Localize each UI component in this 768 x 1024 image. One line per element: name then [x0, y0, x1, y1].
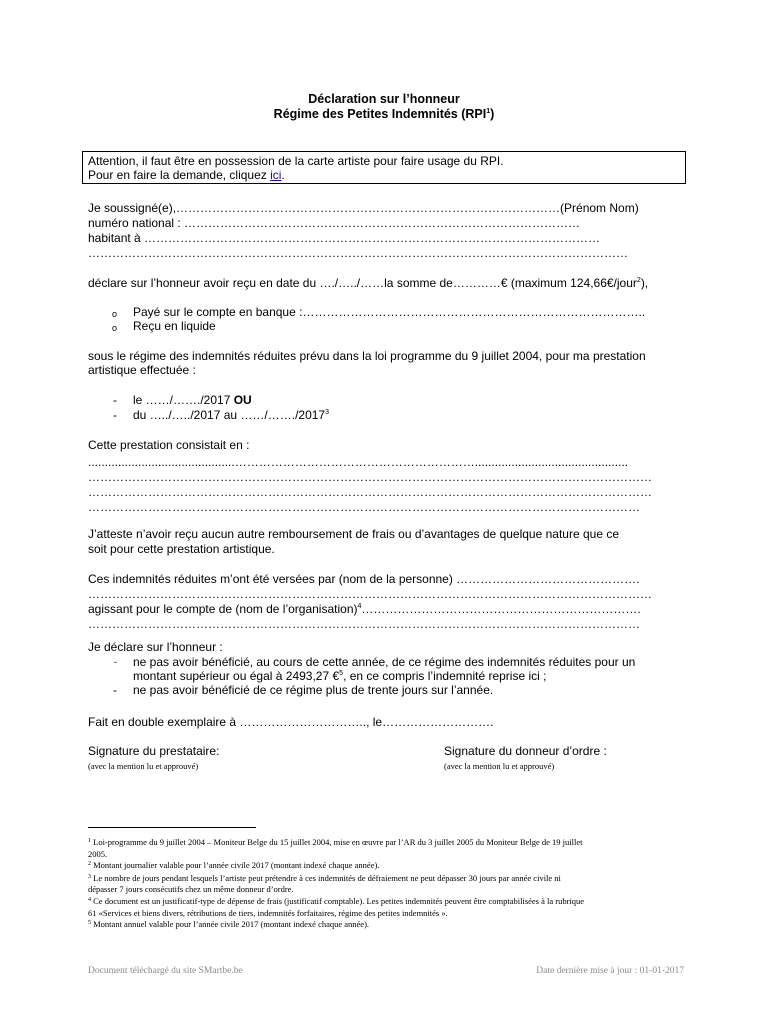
agissant-line: agissant pour le compte de (nom de l’organisation)$^4$……………………………………………………………. [88, 602, 641, 616]
footer-date: Date dernière mise à jour : 01-01-2017 [536, 966, 684, 976]
prestation-dots-3: …………………………………………………………………………………………………………………………… [88, 485, 652, 499]
regime-line-1: sous le régime des indemnités réduites prévu dans la loi programme du 9 juillet 2004, pour ma prestation [88, 349, 646, 363]
prestation-label: Cette prestation consistait en : [88, 438, 250, 452]
signature-donneur-note: (avec la mention lu et approuvé) [444, 761, 555, 771]
footnote-2: $^2$ Montant journalier valable pour l’année civile 2017 (montant indexé chaque année). [88, 860, 380, 870]
soussigne-line: Je soussigné(e),……………………………………………………………………………………(Prénom Nom) [88, 201, 639, 215]
payment-option-cash: Reçu en liquide [133, 319, 216, 333]
notice-line-2: Pour en faire la demande, cliquez ici. [88, 168, 285, 182]
atteste-line-1: J’atteste n’avoir reçu aucun autre remboursement de frais ou d’avantages de quelque nature que ce [88, 527, 619, 541]
versees-dots: …………………………………………………………………………………………………………………………… [88, 587, 652, 601]
date-dash-2: - [113, 408, 117, 422]
footnote-3-line-1: $^3$ Le nombre de jours pendant lesquels l’artiste peut prétendre à ces indemnités de défraiement ne peut dépasser 30 jours par année civile ni [88, 873, 561, 883]
prestation-dots-1: ............................................…………………………………………………….............................................. [88, 455, 629, 469]
prestation-dots-4: ………………………………………………………………………………………………………………………… [88, 500, 640, 514]
declaration-item-1-line-1: ne pas avoir bénéficié, au cours de cette année, de ce régime des indemnités réduites pour un [133, 655, 636, 669]
document-title: Déclaration sur l’honneur [308, 92, 460, 106]
regime-line-2: artistique effectuée : [88, 363, 196, 377]
address-dots-line: ……………………………………………………………………………………………………………………… [88, 246, 628, 260]
notice-box [82, 151, 686, 184]
declaration-item-1-line-2: montant supérieur ou égal à 2493,27 €$^5$, en ce compris l’indemnité reprise ici ; [133, 669, 547, 683]
signature-prestataire-note: (avec la mention lu et approuvé) [88, 761, 199, 771]
signature-prestataire-label: Signature du prestataire: [88, 744, 220, 758]
prestation-dots-2: …………………………………………………………………………………………………………………………… [88, 470, 652, 484]
declaration-label: Je déclare sur l’honneur : [88, 640, 223, 654]
footnote-1-line-2: 2005. [88, 849, 108, 859]
date-single-line: le ……/……./2017 OU [133, 393, 252, 407]
payment-option-bank: Payé sur le compte en banque :………………………………………………………………………….. [133, 305, 646, 319]
versees-line: Ces indemnités réduites m’ont été versées par (nom de la personne) ………………………………………. [88, 572, 640, 586]
numero-national-line: numéro national : ……………………………………………………………………………………… [88, 216, 581, 230]
footnote-separator [88, 827, 256, 828]
footnote-4-line-2: 61 «Services et biens divers, rétributions de tiers, indemnités forfaitaires, régime des petites indemnités ». [88, 908, 448, 918]
request-card-link[interactable]: ici [270, 168, 282, 182]
footnote-4-line-1: $^4$ Ce document est un justificatif-type de dépense de frais (justificatif comptable). Les petites indemnités peuvent être comptabilisées à la rubrique [88, 896, 585, 906]
footnote-ref-1: 1 [486, 108, 491, 115]
fait-line: Fait en double exemplaire à ………………………….., le………………………. [88, 715, 494, 729]
footnote-1-line-1: $^1$ Loi-programme du 9 juillet 2004 – Moniteur Belge du 15 juillet 2004, mise en œuvre par l’AR du 3 juillet 2005 du Moniteur Belge de 19 juillet [88, 837, 583, 847]
declaration-dash-1: - [114, 657, 117, 667]
declaration-dash-2: - [113, 683, 117, 697]
agissant-dots: ………………………………………………………………………………………………………………………… [88, 617, 640, 631]
payment-bullet-2: o [112, 323, 118, 333]
footer-source: Document téléchargé du site SMartbe.be [88, 966, 243, 976]
date-dash-1: - [113, 393, 117, 407]
notice-line-1: Attention, il faut être en possession de la carte artiste pour faire usage du RPI. [88, 154, 504, 168]
declare-line: déclare sur l’honneur avoir reçu en date du …./…../……la somme de…………€ (maximum 124,66€/jour$^2$), [88, 276, 649, 290]
document-subtitle: Régime des Petites Indemnités (RPI$^1$) [273, 107, 495, 121]
signature-donneur-label: Signature du donneur d’ordre : [444, 744, 607, 758]
date-range-line: du …../…../2017 au ……/……./2017$^3$ [133, 408, 329, 422]
footnote-3-line-2: dépasser 7 jours consécutifs chez un même donneur d’ordre. [88, 884, 294, 894]
atteste-line-2: soit pour cette prestation artistique. [88, 542, 275, 556]
declaration-item-2: ne pas avoir bénéficié de ce régime plus de trente jours sur l’année. [133, 683, 494, 697]
habitant-line: habitant à …………………………………………………………………………………………………… [88, 231, 601, 245]
payment-bullet-1: o [112, 309, 118, 319]
footnote-5: $^5$ Montant annuel valable pour l’année civile 2017 (montant indexé chaque année). [88, 919, 370, 929]
